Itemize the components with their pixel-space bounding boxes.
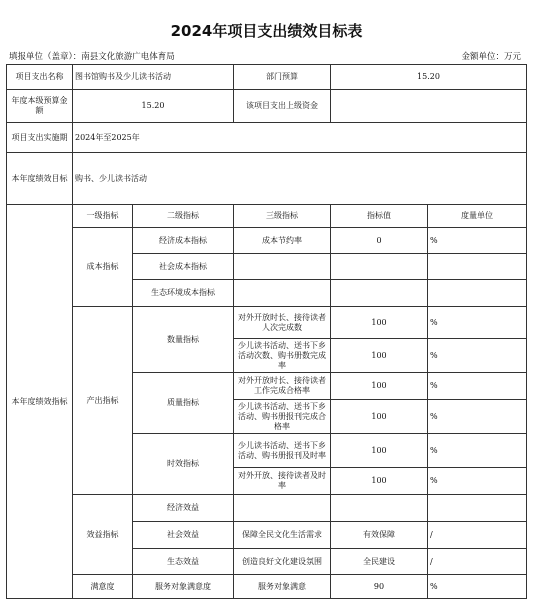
section-label: 本年度绩效指标 (7, 205, 73, 599)
empty-cell (428, 254, 527, 280)
col-unit: 度量单位 (428, 205, 527, 228)
output-value: 100 (331, 400, 428, 434)
satisfaction-item: 服务对象满意 (234, 575, 331, 599)
benefit-eco: 生态效益 (133, 549, 234, 575)
table-row (7, 575, 527, 599)
dept-budget: 15.20 (331, 65, 527, 90)
output-unit: % (428, 339, 527, 373)
project-name: 图书馆购书及少儿读书活动 (73, 65, 234, 90)
cost-economic-value: 0 (331, 228, 428, 254)
output-quantity: 数量指标 (133, 307, 234, 373)
annual-goal-label: 本年度绩效目标 (7, 153, 73, 205)
empty-cell (234, 495, 331, 522)
annual-budget-row (7, 90, 527, 123)
output-label: 产出指标 (73, 307, 133, 495)
satisfaction-level2: 服务对象满意度 (133, 575, 234, 599)
output-unit: % (428, 434, 527, 468)
col-level1: 一级指标 (73, 205, 133, 228)
output-item: 少儿读书活动、送书下乡活动、购书册报刊及时率 (234, 434, 331, 468)
output-item: 少儿读书活动、送书下乡活动次数、购书册数完成率 (234, 339, 331, 373)
output-unit: % (428, 468, 527, 495)
dept-budget-label: 部门预算 (234, 65, 331, 90)
output-value: 100 (331, 339, 428, 373)
benefit-eco-unit: / (428, 549, 527, 575)
col-value: 指标值 (331, 205, 428, 228)
empty-cell (428, 280, 527, 307)
empty-cell (331, 495, 428, 522)
column-header-row (7, 205, 527, 228)
benefit-social-value: 有效保障 (331, 522, 428, 549)
annual-goal-row (7, 153, 527, 205)
satisfaction-value: 90 (331, 575, 428, 599)
superior-funds-label: 该项目支出上级资金 (234, 90, 331, 123)
output-value: 100 (331, 468, 428, 495)
output-item: 对外开放、接待读者及时率 (234, 468, 331, 495)
output-value: 100 (331, 307, 428, 339)
cost-economic: 经济成本指标 (133, 228, 234, 254)
output-quality: 质量指标 (133, 373, 234, 434)
reporting-unit: 填报单位（盖章）：南县文化旅游广电体育局 (9, 52, 175, 62)
period: 2024年至2025年 (73, 123, 527, 153)
annual-goal: 购书、少儿读书活动 (73, 153, 527, 205)
output-unit: % (428, 400, 527, 434)
benefit-social-unit: / (428, 522, 527, 549)
empty-cell (428, 495, 527, 522)
satisfaction-unit: % (428, 575, 527, 599)
benefit-social-item: 保障全民文化生活需求 (234, 522, 331, 549)
table-row (7, 307, 527, 339)
superior-funds (331, 90, 527, 123)
col-level3: 三级指标 (234, 205, 331, 228)
benefit-eco-item: 创造良好文化建设氛围 (234, 549, 331, 575)
empty-cell (331, 254, 428, 280)
output-item: 少儿读书活动、送书下乡活动、购书册报刊完成合格率 (234, 400, 331, 434)
output-unit: % (428, 307, 527, 339)
period-label: 项目支出实施期 (7, 123, 73, 153)
cost-social: 社会成本指标 (133, 254, 234, 280)
performance-table (6, 64, 527, 599)
cost-economic-item: 成本节约率 (234, 228, 331, 254)
amount-unit: 金额单位：万元 (461, 52, 521, 62)
table-row (7, 228, 527, 254)
cost-economic-unit: % (428, 228, 527, 254)
project-name-label: 项目支出名称 (7, 65, 73, 90)
output-value: 100 (331, 373, 428, 400)
output-unit: % (428, 373, 527, 400)
col-level2: 二级指标 (133, 205, 234, 228)
benefit-economic: 经济效益 (133, 495, 234, 522)
benefit-eco-value: 全民建设 (331, 549, 428, 575)
annual-budget: 15.20 (73, 90, 234, 123)
empty-cell (331, 280, 428, 307)
cost-label: 成本指标 (73, 228, 133, 307)
output-timeliness: 时效指标 (133, 434, 234, 495)
cost-eco: 生态环境成本指标 (133, 280, 234, 307)
satisfaction-label: 满意度 (73, 575, 133, 599)
empty-cell (234, 280, 331, 307)
project-name-row (7, 65, 527, 90)
table-row (7, 495, 527, 522)
output-item: 对外开放时长、接待读者工作完成合格率 (234, 373, 331, 400)
benefit-social: 社会效益 (133, 522, 234, 549)
period-row (7, 123, 527, 153)
empty-cell (234, 254, 331, 280)
page-title: 2024年项目支出绩效目标表 (170, 22, 363, 40)
annual-budget-label: 年度本级预算金额 (7, 90, 73, 123)
output-value: 100 (331, 434, 428, 468)
output-item: 对外开放时长、接待读者人次完成数 (234, 307, 331, 339)
benefit-label: 效益指标 (73, 495, 133, 575)
